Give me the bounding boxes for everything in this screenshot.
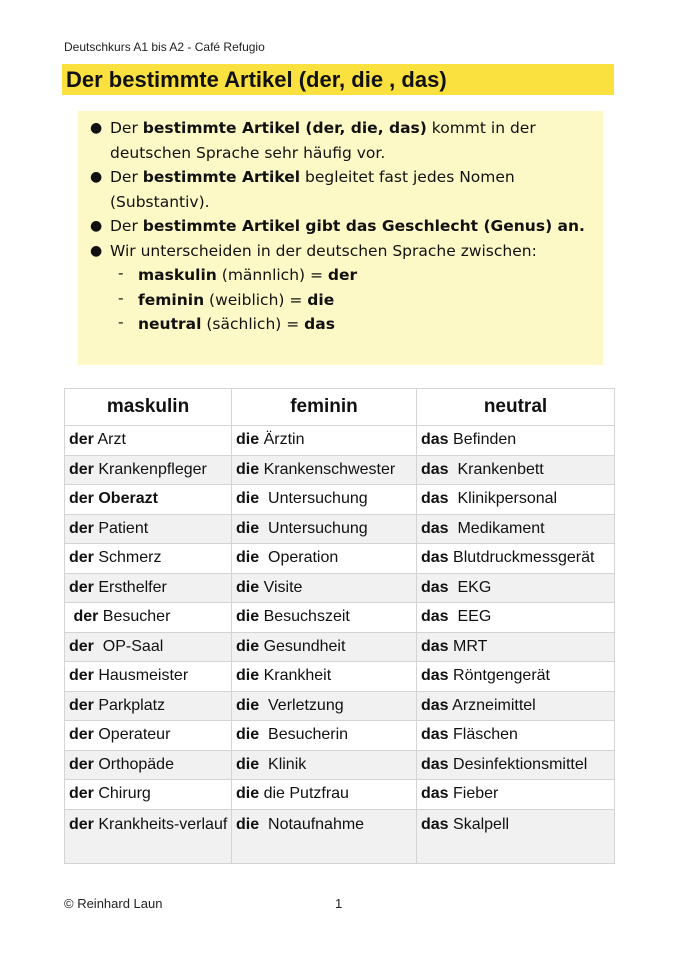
table-cell-maskulin bbox=[65, 691, 232, 721]
noun-word: Desinfektionsmittel bbox=[448, 755, 588, 773]
gender-item-masculine bbox=[78, 263, 603, 288]
table-row bbox=[65, 485, 615, 515]
article-word: das bbox=[421, 519, 449, 537]
article-word: die bbox=[236, 815, 260, 833]
bullet-dot-icon: ● bbox=[90, 218, 103, 234]
noun-word: Krankheit bbox=[259, 667, 332, 685]
table-cell-feminin bbox=[232, 780, 417, 810]
gender-article: die bbox=[307, 290, 335, 309]
noun-word: Arzt bbox=[93, 431, 126, 449]
gender-article: das bbox=[304, 315, 335, 333]
noun-word: Verletzung bbox=[259, 696, 344, 714]
table-cell-neutral bbox=[417, 514, 615, 544]
table-row bbox=[65, 632, 615, 662]
noun-word: Fieber bbox=[448, 785, 499, 803]
article-word: der bbox=[69, 431, 94, 449]
article-word: das bbox=[421, 431, 449, 449]
table-row bbox=[65, 426, 615, 456]
noun-word: Visite bbox=[259, 578, 303, 596]
article-table bbox=[64, 388, 615, 864]
noun-word: Befinden bbox=[448, 431, 517, 449]
gender-article: der bbox=[327, 266, 358, 284]
bullet-text: Der bbox=[110, 119, 143, 137]
noun-word: Ärztin bbox=[259, 431, 305, 449]
bullet-bold: bestimmte Artikel (der, die, das) bbox=[142, 119, 427, 137]
article-word: der bbox=[69, 637, 94, 655]
bullet-item bbox=[78, 239, 603, 264]
article-word: das bbox=[421, 815, 449, 833]
table-cell-neutral bbox=[417, 780, 615, 810]
article-word: das bbox=[421, 460, 449, 478]
bullet-text: Wir unterscheiden in der deutschen Sprache zwischen: bbox=[110, 241, 537, 260]
bullet-text: kommt in der deutschen Sprache sehr häufig vor. bbox=[110, 119, 536, 162]
gender-item-neuter bbox=[78, 312, 603, 337]
table-row bbox=[65, 780, 615, 810]
table-row bbox=[65, 750, 615, 780]
table-cell-feminin bbox=[232, 632, 417, 662]
table-cell-feminin bbox=[232, 809, 417, 863]
table-row bbox=[65, 809, 615, 863]
table-cell-feminin bbox=[232, 514, 417, 544]
table-cell-maskulin bbox=[65, 573, 232, 603]
table-cell-maskulin bbox=[65, 455, 232, 485]
table-cell-neutral bbox=[417, 750, 615, 780]
table-cell-maskulin bbox=[65, 603, 232, 633]
table-cell-neutral bbox=[417, 485, 615, 515]
noun-word: Arzneimittel bbox=[448, 696, 536, 714]
table-cell-neutral bbox=[417, 662, 615, 692]
table-cell-feminin bbox=[232, 455, 417, 485]
dash-icon: - bbox=[118, 313, 124, 331]
article-word: das bbox=[421, 726, 449, 744]
article-word: das bbox=[421, 785, 449, 803]
table-cell-maskulin bbox=[65, 780, 232, 810]
header-neutral: neutral bbox=[417, 389, 615, 426]
noun-word: die Putzfrau bbox=[259, 785, 349, 803]
gender-name: neutral bbox=[138, 315, 202, 333]
article-word: die bbox=[236, 460, 260, 478]
article-word: die bbox=[236, 755, 260, 773]
table-cell-feminin bbox=[232, 603, 417, 633]
info-box bbox=[78, 111, 603, 365]
table-cell-neutral bbox=[417, 809, 615, 863]
article-word: der bbox=[69, 608, 99, 626]
table-row bbox=[65, 573, 615, 603]
noun-word: Hausmeister bbox=[93, 667, 189, 685]
table-cell-maskulin bbox=[65, 485, 232, 515]
article-word: die bbox=[236, 608, 260, 626]
noun-word: MRT bbox=[448, 637, 488, 655]
page-number: 1 bbox=[335, 896, 343, 911]
table-cell-feminin bbox=[232, 691, 417, 721]
article-word: die bbox=[236, 549, 260, 567]
table-cell-feminin bbox=[232, 662, 417, 692]
article-word: der bbox=[69, 519, 94, 537]
noun-word: Untersuchung bbox=[259, 490, 368, 508]
table-cell-neutral bbox=[417, 691, 615, 721]
bullet-item bbox=[78, 116, 603, 165]
noun-word: Chirurg bbox=[93, 785, 151, 803]
table-cell-maskulin bbox=[65, 426, 232, 456]
bullet-item bbox=[78, 165, 603, 214]
gender-gloss: (weiblich) = bbox=[204, 290, 308, 309]
table-row bbox=[65, 662, 615, 692]
gender-name: feminin bbox=[138, 290, 205, 309]
gender-gloss: (männlich) = bbox=[216, 266, 328, 284]
table-header-row bbox=[65, 389, 615, 426]
noun-word: Gesundheit bbox=[259, 637, 346, 655]
article-word: der bbox=[69, 578, 94, 596]
table-cell-maskulin bbox=[65, 544, 232, 574]
gender-name: maskulin bbox=[138, 266, 217, 284]
header-feminin: feminin bbox=[232, 389, 417, 426]
table-row bbox=[65, 514, 615, 544]
article-word: die bbox=[236, 726, 260, 744]
course-header: Deutschkurs A1 bis A2 - Café Refugio bbox=[64, 40, 265, 54]
noun-word: Krankenschwester bbox=[259, 460, 396, 478]
table-cell-neutral bbox=[417, 455, 615, 485]
bullet-dot-icon: ● bbox=[90, 120, 103, 136]
table-cell-maskulin bbox=[65, 662, 232, 692]
table-cell-neutral bbox=[417, 544, 615, 574]
table-cell-feminin bbox=[232, 544, 417, 574]
table-cell-neutral bbox=[417, 603, 615, 633]
article-word: der bbox=[69, 726, 94, 744]
article-word: die bbox=[236, 637, 260, 655]
noun-word: Besucher bbox=[98, 608, 171, 626]
table-cell-maskulin bbox=[65, 750, 232, 780]
noun-word: Krankenbett bbox=[448, 460, 544, 478]
noun-word: EKG bbox=[448, 578, 492, 596]
article-word: die bbox=[236, 519, 260, 537]
title-banner bbox=[62, 64, 614, 95]
noun-word: Blutdruckmessgerät bbox=[448, 549, 595, 567]
table-cell-feminin bbox=[232, 750, 417, 780]
bullet-item bbox=[78, 214, 603, 239]
article-word: das bbox=[421, 549, 449, 567]
article-word: der bbox=[69, 696, 94, 714]
article-word: das bbox=[421, 667, 449, 685]
dash-icon: - bbox=[118, 264, 124, 282]
table-cell-feminin bbox=[232, 573, 417, 603]
article-word: die bbox=[236, 667, 260, 685]
noun-word: Operation bbox=[259, 549, 339, 567]
table-cell-neutral bbox=[417, 721, 615, 751]
noun-word: Ersthelfer bbox=[93, 578, 167, 596]
article-word: die bbox=[236, 696, 260, 714]
noun-word: Besuchszeit bbox=[259, 608, 350, 626]
article-word: der bbox=[69, 755, 94, 773]
noun-word: Operateur bbox=[93, 726, 171, 744]
table-row bbox=[65, 721, 615, 751]
copyright: © Reinhard Laun bbox=[64, 896, 163, 911]
header-maskulin: maskulin bbox=[65, 389, 232, 426]
table-row bbox=[65, 455, 615, 485]
bullet-bold: bestimmte Artikel gibt das Geschlecht (Genus) an. bbox=[142, 217, 585, 235]
dash-icon: - bbox=[118, 288, 124, 307]
table-cell-maskulin bbox=[65, 809, 232, 863]
noun-word: Skalpell bbox=[448, 815, 510, 833]
table-body bbox=[65, 426, 615, 864]
article-word: der Oberazt bbox=[69, 490, 158, 508]
table-cell-neutral bbox=[417, 632, 615, 662]
noun-word: Krankheits-verlauf bbox=[93, 815, 228, 833]
noun-word: Röntgengerät bbox=[448, 667, 550, 685]
noun-word: Besucherin bbox=[259, 726, 349, 744]
noun-word: EEG bbox=[448, 608, 492, 626]
article-word: das bbox=[421, 490, 449, 508]
table-cell-maskulin bbox=[65, 514, 232, 544]
bullet-bold: bestimmte Artikel bbox=[142, 168, 301, 186]
article-word: der bbox=[69, 549, 94, 567]
article-word: das bbox=[421, 696, 449, 714]
article-word: das bbox=[421, 578, 449, 596]
noun-word: Klinik bbox=[259, 755, 307, 773]
article-word: das bbox=[421, 755, 449, 773]
article-word: die bbox=[236, 578, 260, 596]
table-row bbox=[65, 544, 615, 574]
bullet-text: begleitet fast jedes Nomen (Substantiv). bbox=[110, 168, 515, 211]
table-cell-feminin bbox=[232, 485, 417, 515]
noun-word: Fläschen bbox=[448, 726, 518, 744]
noun-word: Krankenpfleger bbox=[93, 460, 207, 478]
table-row bbox=[65, 691, 615, 721]
bullet-text: Der bbox=[110, 168, 143, 186]
noun-word: Medikament bbox=[448, 519, 545, 537]
noun-word: OP-Saal bbox=[93, 637, 164, 655]
page-title: Der bestimmte Artikel (der, die , das) bbox=[66, 67, 447, 92]
noun-word: Orthopäde bbox=[93, 755, 174, 773]
bullet-list bbox=[78, 116, 603, 337]
table-cell-feminin bbox=[232, 426, 417, 456]
table-cell-neutral bbox=[417, 426, 615, 456]
gender-gloss: (sächlich) = bbox=[201, 315, 305, 333]
bullet-dot-icon: ● bbox=[90, 242, 103, 259]
article-word: die bbox=[236, 431, 260, 449]
article-word: die bbox=[236, 490, 260, 508]
noun-word: Patient bbox=[93, 519, 149, 537]
article-word: das bbox=[421, 637, 449, 655]
bullet-text: Der bbox=[110, 217, 143, 235]
table-cell-maskulin bbox=[65, 721, 232, 751]
article-word: der bbox=[69, 667, 94, 685]
noun-word: Klinikpersonal bbox=[448, 490, 558, 508]
article-word: der bbox=[69, 785, 94, 803]
table-cell-neutral bbox=[417, 573, 615, 603]
article-word: die bbox=[236, 785, 260, 803]
noun-word: Untersuchung bbox=[259, 519, 368, 537]
noun-word: Notaufnahme bbox=[259, 815, 365, 833]
table-cell-feminin bbox=[232, 721, 417, 751]
noun-word: Schmerz bbox=[93, 549, 162, 567]
article-word: der bbox=[69, 460, 94, 478]
article-word: das bbox=[421, 608, 449, 626]
noun-word: Parkplatz bbox=[93, 696, 166, 714]
table-row bbox=[65, 603, 615, 633]
bullet-dot-icon: ● bbox=[90, 169, 103, 185]
gender-item-feminine bbox=[78, 288, 603, 313]
table-cell-maskulin bbox=[65, 632, 232, 662]
article-word: der bbox=[69, 815, 94, 833]
